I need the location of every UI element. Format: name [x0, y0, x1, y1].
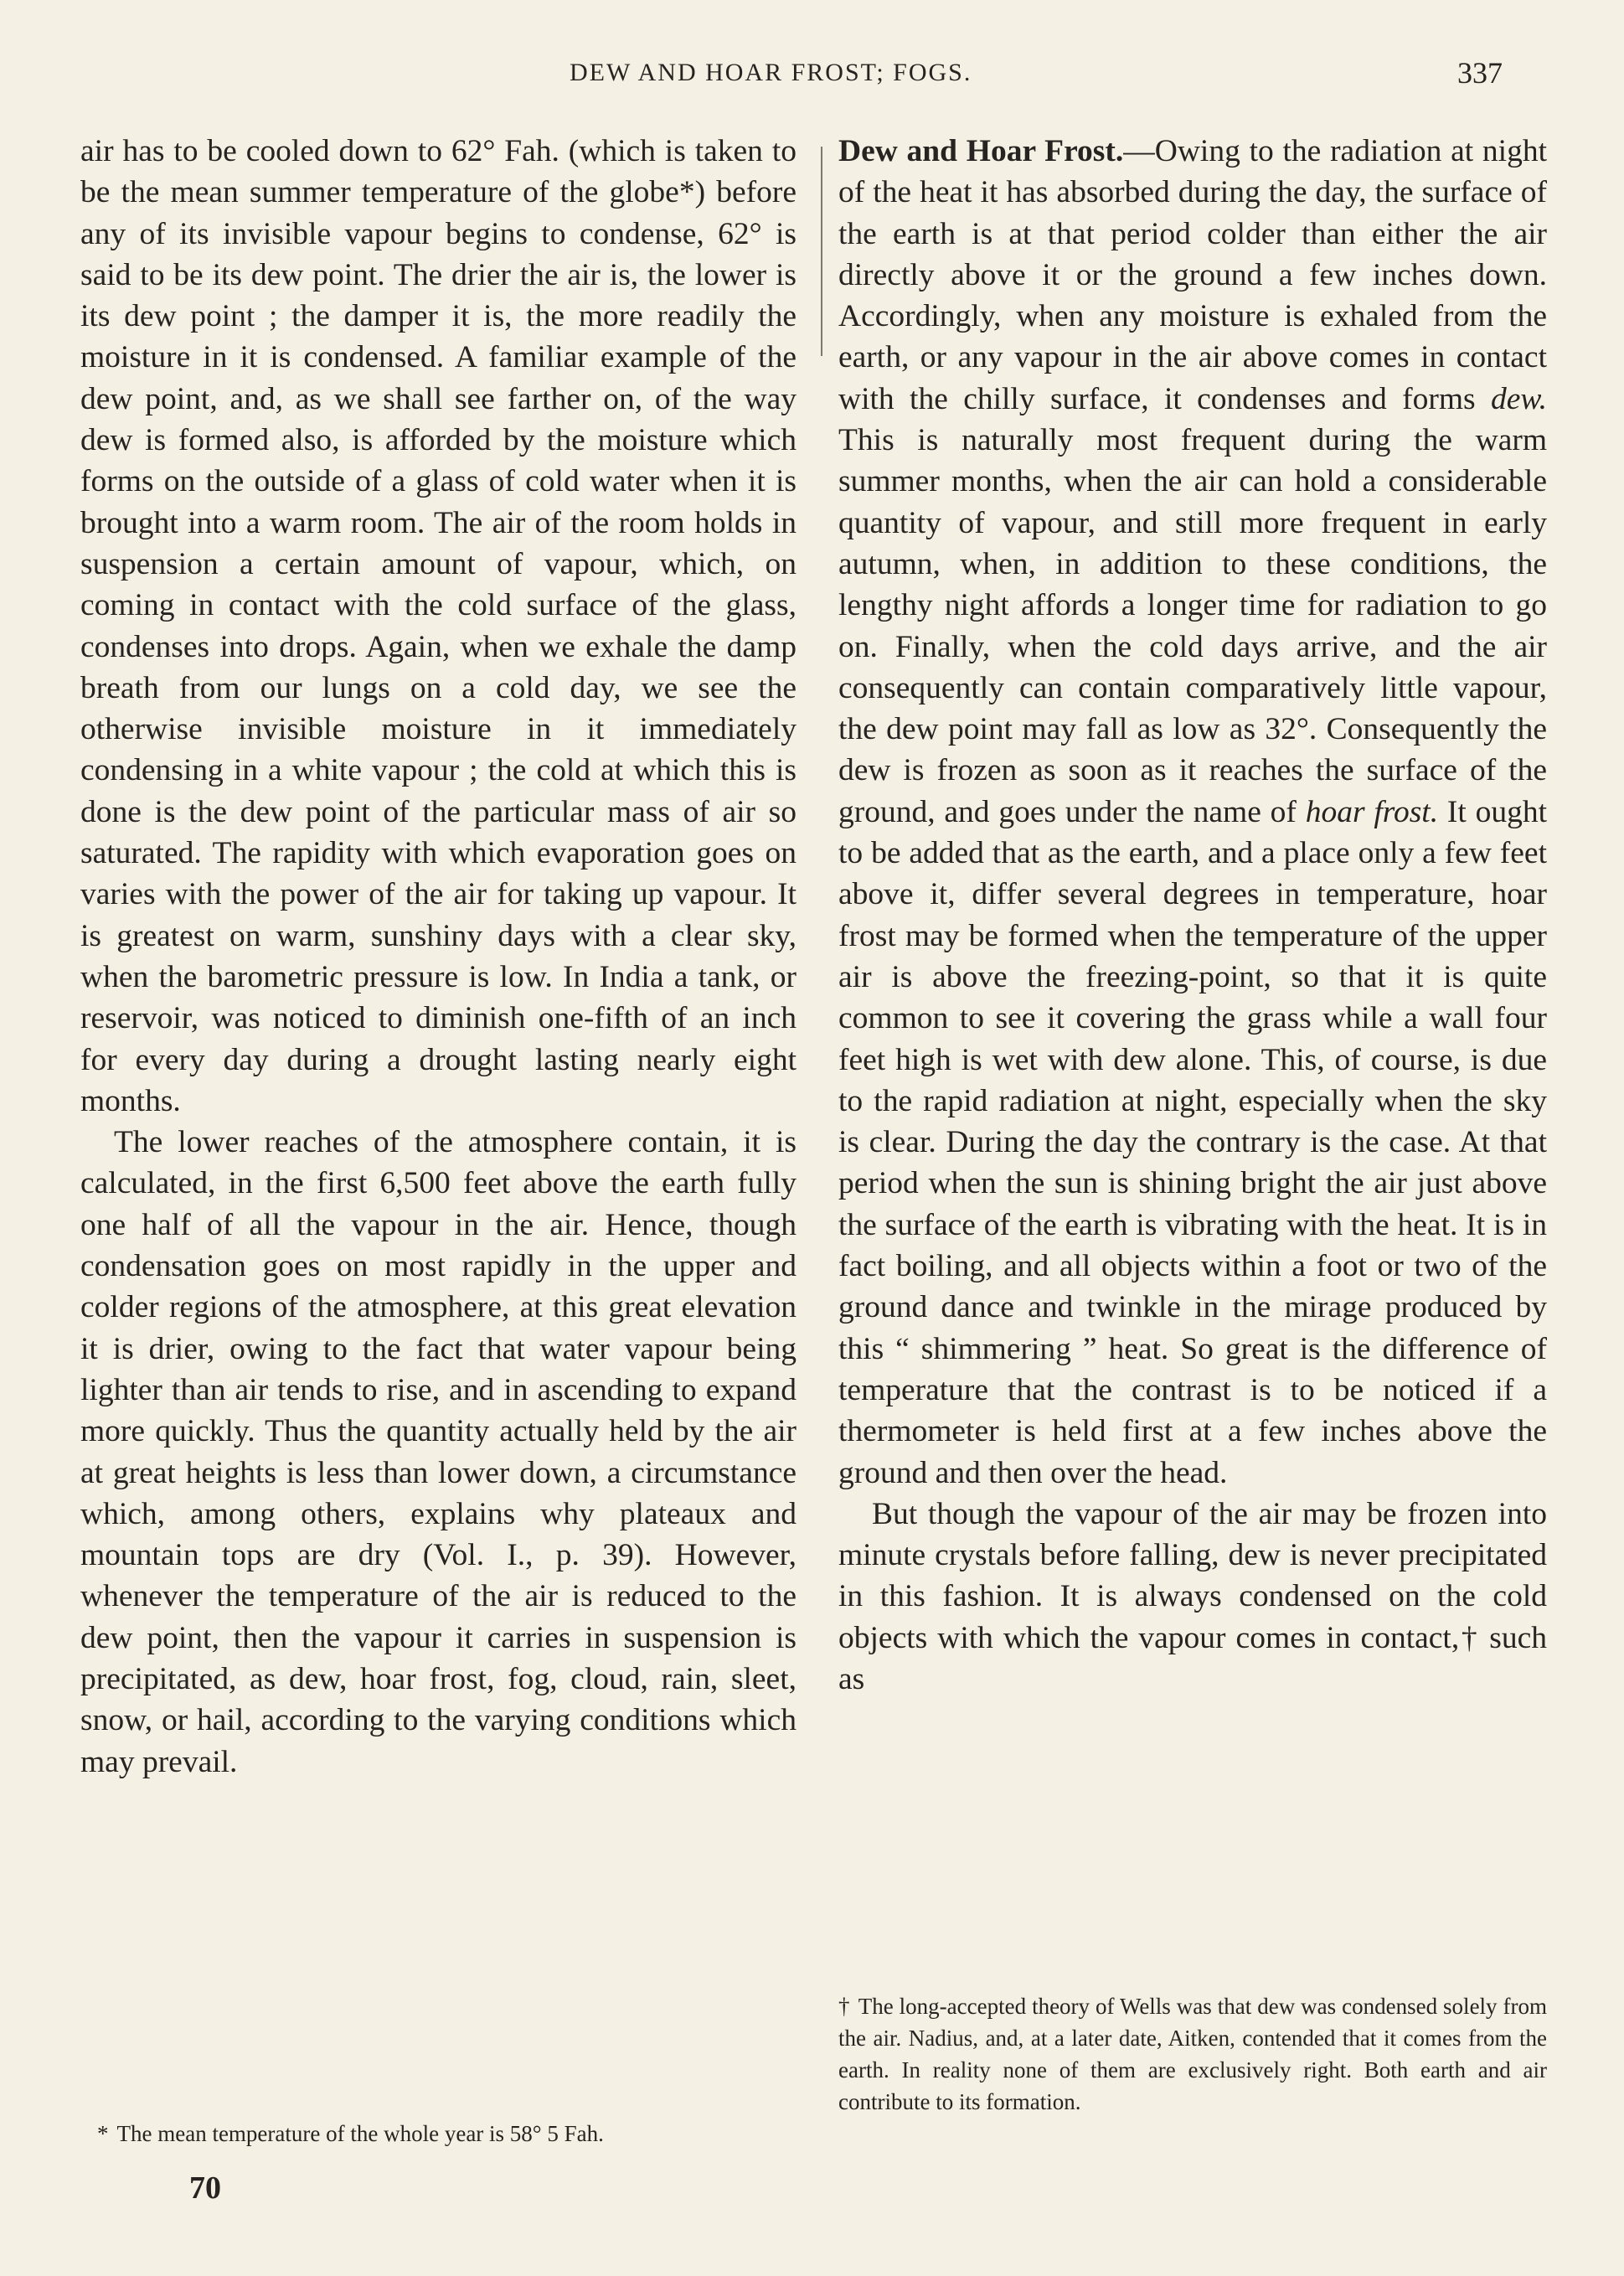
right-paragraph-2: But though the vapour of the air may be frozen into minute crystals before falling, dew is never precipitated in this fashion. It is always condensed on the cold objects with which the vapour comes in contact,† such as [838, 1496, 1547, 1696]
footnote-text: The mean temperature of the whole year is 58° 5 Fah. [116, 2121, 604, 2146]
right-column [838, 131, 1547, 1700]
right-paragraph-1-part-c: It ought to be added that as the earth, and a place only a few feet above it, differ several degrees in temperature, hoar frost may be formed when the temperature of the upper air is above the freezing-point, so that it is quite common to see it covering the grass while a wall four feet high is wet with dew alone. This, of course, is due to the rapid radiation at night, especially when the sky is clear. During the day the contrary is the case. At that period when the sun is shining bright the air just above the surface of the earth is vibrating with the heat. It is in fact boiling, and all objects within a foot or two of the ground dance and twinkle in the mirage produced by this “ shimmering ” heat. So great is the difference of temperature that the contrast is to be noticed if a thermometer is held first at a few inches above the ground and then over the head. [838, 794, 1548, 1490]
footnote-text: The long-accepted theory of Wells was that dew was condensed solely from the air. Nadius, and, at a later date, Aitken, contended that it comes from the earth. In reality none of them are exclusively right. Both earth and air contribute to its formation. [838, 1994, 1548, 2114]
running-title: DEW AND HOAR FROST; FOGS. [570, 59, 972, 86]
right-paragraph-1-part-b: This is naturally most frequent during the warm summer months, when the air can hold a considerable quantity of vapour, and still more frequent in early autumn, when, in addition to these conditions, the lengthy night affords a longer time for radiation to go on. Finally, when the cold days arrive, and the air consequently can contain comparatively little vapour, the dew point may fall as low as 32°. Consequently the dew is frozen as soon as it reaches the surface of the ground, and goes under the name of [838, 423, 1547, 829]
right-footnote [838, 1990, 1547, 2118]
term-hoar-frost: hoar frost. [1305, 794, 1439, 829]
right-paragraph-1-part-a: —Owing to the radiation at night of the heat it has absorbed during the day, the surface of the earth is at that period colder than either the air directly above it or the ground a few inches down. Accordingly, when any moisture is exhaled from the earth, or any vapour in the air above comes in contact with the chilly surface, it condenses and forms [838, 134, 1548, 416]
section-heading: Dew and Hoar Frost. [838, 134, 1124, 168]
left-column [80, 131, 797, 1783]
footnote-mark: * [97, 2121, 109, 2146]
left-footnote [97, 2118, 784, 2150]
term-dew: dew. [1491, 381, 1547, 416]
page-number: 337 [1457, 56, 1503, 90]
left-paragraph-2: The lower reaches of the atmosphere contain, it is calculated, in the first 6,500 feet above the earth fully one half of all the vapour in the air. Hence, though condensation goes on most rapidly in the upper and colder regions of the atmosphere, at this great elevation it is drier, owing to the fact that water vapour being lighter than air tends to rise, and in ascending to expand more quickly. Thus the quantity actually held by the air at great heights is less than lower down, a circumstance which, among others, explains why plateaux and mountain tops are dry (Vol. I., p. 39). However, whenever the temperature of the air is reduced to the dew point, then the vapour it carries in suspension is precipitated, as dew, hoar frost, fog, cloud, rain, sleet, snow, or hail, according to the varying conditions which may prevail. [80, 1125, 797, 1779]
footnote-mark: † [838, 1994, 850, 2019]
running-head [0, 50, 1624, 92]
right-paragraph-1 [838, 131, 1547, 1494]
left-paragraph-1: air has to be cooled down to 62° Fah. (which is taken to be the mean summer temperature of the globe*) before any of its invisible vapour begins to condense, 62° is said to be its dew point. The drier the air is, the lower is its dew point ; the damper it is, the more readily the moisture in it is condensed. A familiar example of the dew point, and, as we shall see farther on, of the way dew is formed also, is afforded by the moisture which forms on the outside of a glass of cold water when it is brought into a warm room. The air of the room holds in suspension a certain amount of vapour, which, on coming in contact with the cold surface of the glass, condenses into drops. Again, when we exhale the damp breath from our lungs on a cold day, we see the otherwise invisible moisture in it immediately condensing in a white vapour ; the cold at which this is done is the dew point of the particular mass of air so saturated. The rapidity with which evaporation goes on varies with the power of the air for taking up vapour. It is greatest on warm, sunshiny days with a clear sky, when the barometric pressure is low. In India a tank, or reservoir, was noticed to diminish one-fifth of an inch for every day during a drought lasting nearly eight months. [80, 134, 797, 1118]
signature-number: 70 [189, 2170, 221, 2206]
column-divider [821, 147, 822, 356]
